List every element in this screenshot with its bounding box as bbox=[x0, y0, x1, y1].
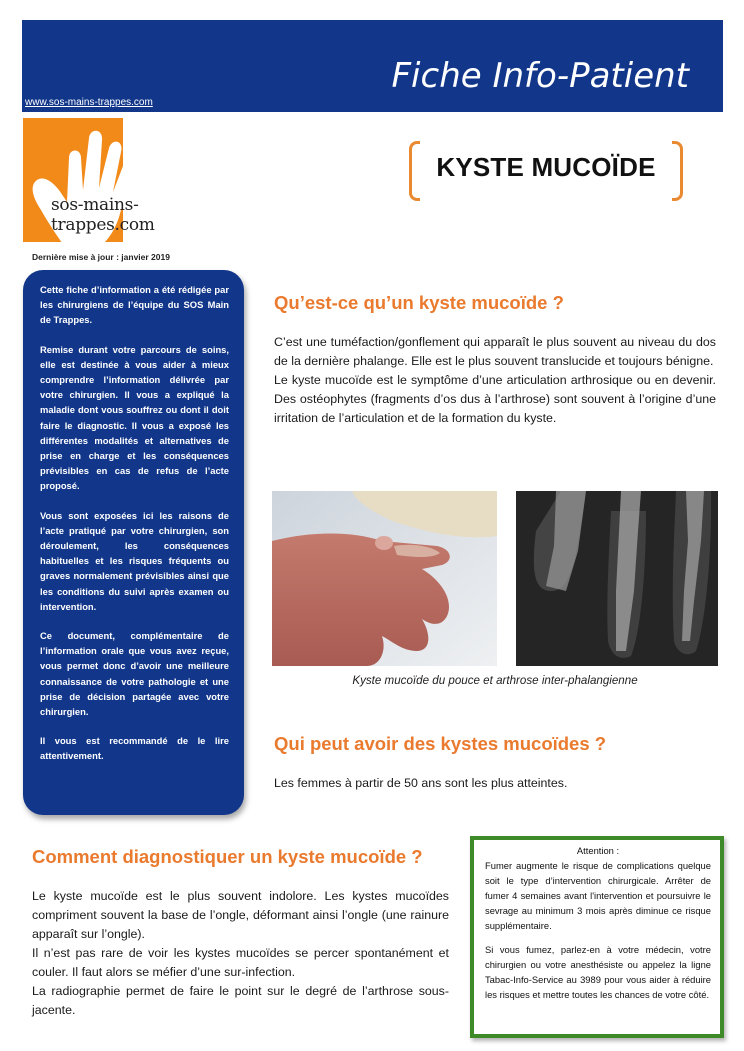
section-heading-what: Qu’est-ce qu’un kyste mucoïde ? bbox=[274, 292, 564, 313]
info-sidebar bbox=[23, 270, 244, 815]
document-title: KYSTE MUCOÏDE bbox=[436, 152, 656, 182]
attention-paragraph: Fumer augmente le risque de complications quelque soit le type d’intervention chirurgicale. Arrêter de fumer 4 semaines avant l'intervention et poursuivre le sevrage au minimum 3 mois après diminue ce risque supplémentaire. bbox=[485, 860, 711, 931]
sidebar-paragraph: Ce document, complémentaire de l’information orale que vous avez reçue, vous permet donc d’avoir une meilleure connaissance de votre pathologie et une prise de décision partagée avec votre chirurgien. bbox=[40, 630, 229, 718]
paragraph: Il n’est pas rare de voir les kystes mucoïdes se percer spontanément et couler. Il faut alors se méfier d’une sur-infection. bbox=[32, 946, 449, 979]
paragraph: Le kyste mucoïde est le plus souvent indolore. Les kystes mucoïdes compriment souvent la base de l’ongle, déformant ainsi l’ongle (une rainure apparaît sur l’ongle). bbox=[32, 889, 449, 941]
attention-box bbox=[470, 836, 724, 1038]
sidebar-paragraph: Remise durant votre parcours de soins, elle est destinée à vous aider à mieux comprendre l’information délivrée par votre chirurgien. Il vous a expliqué la maladie dont vous souffrez ou dont il doit faire le diagnostic. Il vous a exposé les différentes modalités et alternatives de prise en charge et les conséquences prévisibles en cas de refus de l’acte proposé. bbox=[40, 343, 229, 492]
paragraph: La radiographie permet de faire le point sur le degré de l’arthrose sous-jacente. bbox=[32, 984, 449, 1017]
section-body-what bbox=[274, 333, 716, 428]
attention-title: Attention : bbox=[576, 845, 620, 856]
sidebar-paragraph: Vous sont exposées ici les raisons de l’acte pratiqué par votre chirurgien, son déroulement, les conséquences habituelles et les risques fréquents ou graves normalement prévisibles ainsi que les conditions du suivi après examen ou intervention. bbox=[40, 509, 229, 612]
section-body-diagnosis bbox=[32, 887, 449, 1020]
photo-thumb-xray bbox=[516, 491, 718, 666]
hand-photo-image bbox=[272, 491, 497, 666]
logo-text: sos-mains-trappes.com bbox=[51, 195, 155, 235]
paragraph: Les femmes à partir de 50 ans sont les plus atteintes. bbox=[274, 776, 568, 790]
section-body-who bbox=[274, 774, 716, 793]
document-title-box bbox=[409, 141, 683, 197]
xray-image bbox=[516, 491, 718, 666]
section-heading-who: Qui peut avoir des kystes mucoïdes ? bbox=[274, 733, 607, 754]
site-link[interactable]: www.sos-mains-trappes.com bbox=[25, 97, 153, 108]
section-heading-diagnosis: Comment diagnostiquer un kyste mucoïde ? bbox=[32, 846, 423, 867]
header-title: Fiche Info-Patient bbox=[391, 56, 689, 96]
paragraph: C’est une tuméfaction/gonflement qui apparaît le plus souvent au niveau du dos de la dernière phalange. Elle est le plus souvent translucide et toujours bénigne. bbox=[274, 335, 716, 368]
right-bracket bbox=[672, 141, 683, 201]
last-updated: Dernière mise à jour : janvier 2019 bbox=[32, 252, 170, 262]
logo bbox=[23, 118, 233, 244]
sidebar-paragraph: Cette fiche d’information a été rédigée par les chirurgiens de l’équipe du SOS Main de Trappes. bbox=[40, 284, 229, 326]
sidebar-paragraph: Il vous est recommandé de le lire attentivement. bbox=[40, 735, 229, 762]
figure-caption: Kyste mucoïde du pouce et arthrose inter-phalangienne bbox=[352, 674, 638, 687]
header-banner bbox=[22, 20, 723, 112]
paragraph: Le kyste mucoïde est le symptôme d’une articulation arthrosique ou en devenir. Des ostéophytes (fragments d’os dus à l’arthrose) sont souvent à l’origine d’une irritation de l’articulation et de la formation du kyste. bbox=[274, 373, 716, 425]
attention-paragraph: Si vous fumez, parlez-en à votre médecin, votre chirurgien ou votre anesthésiste ou appelez la ligne Tabac-Info-Service au 3989 pour vous aider à réduire les risques et mettre toutes les chances de votre côté. bbox=[485, 944, 711, 1000]
photo-thumb-cyst bbox=[272, 491, 497, 666]
